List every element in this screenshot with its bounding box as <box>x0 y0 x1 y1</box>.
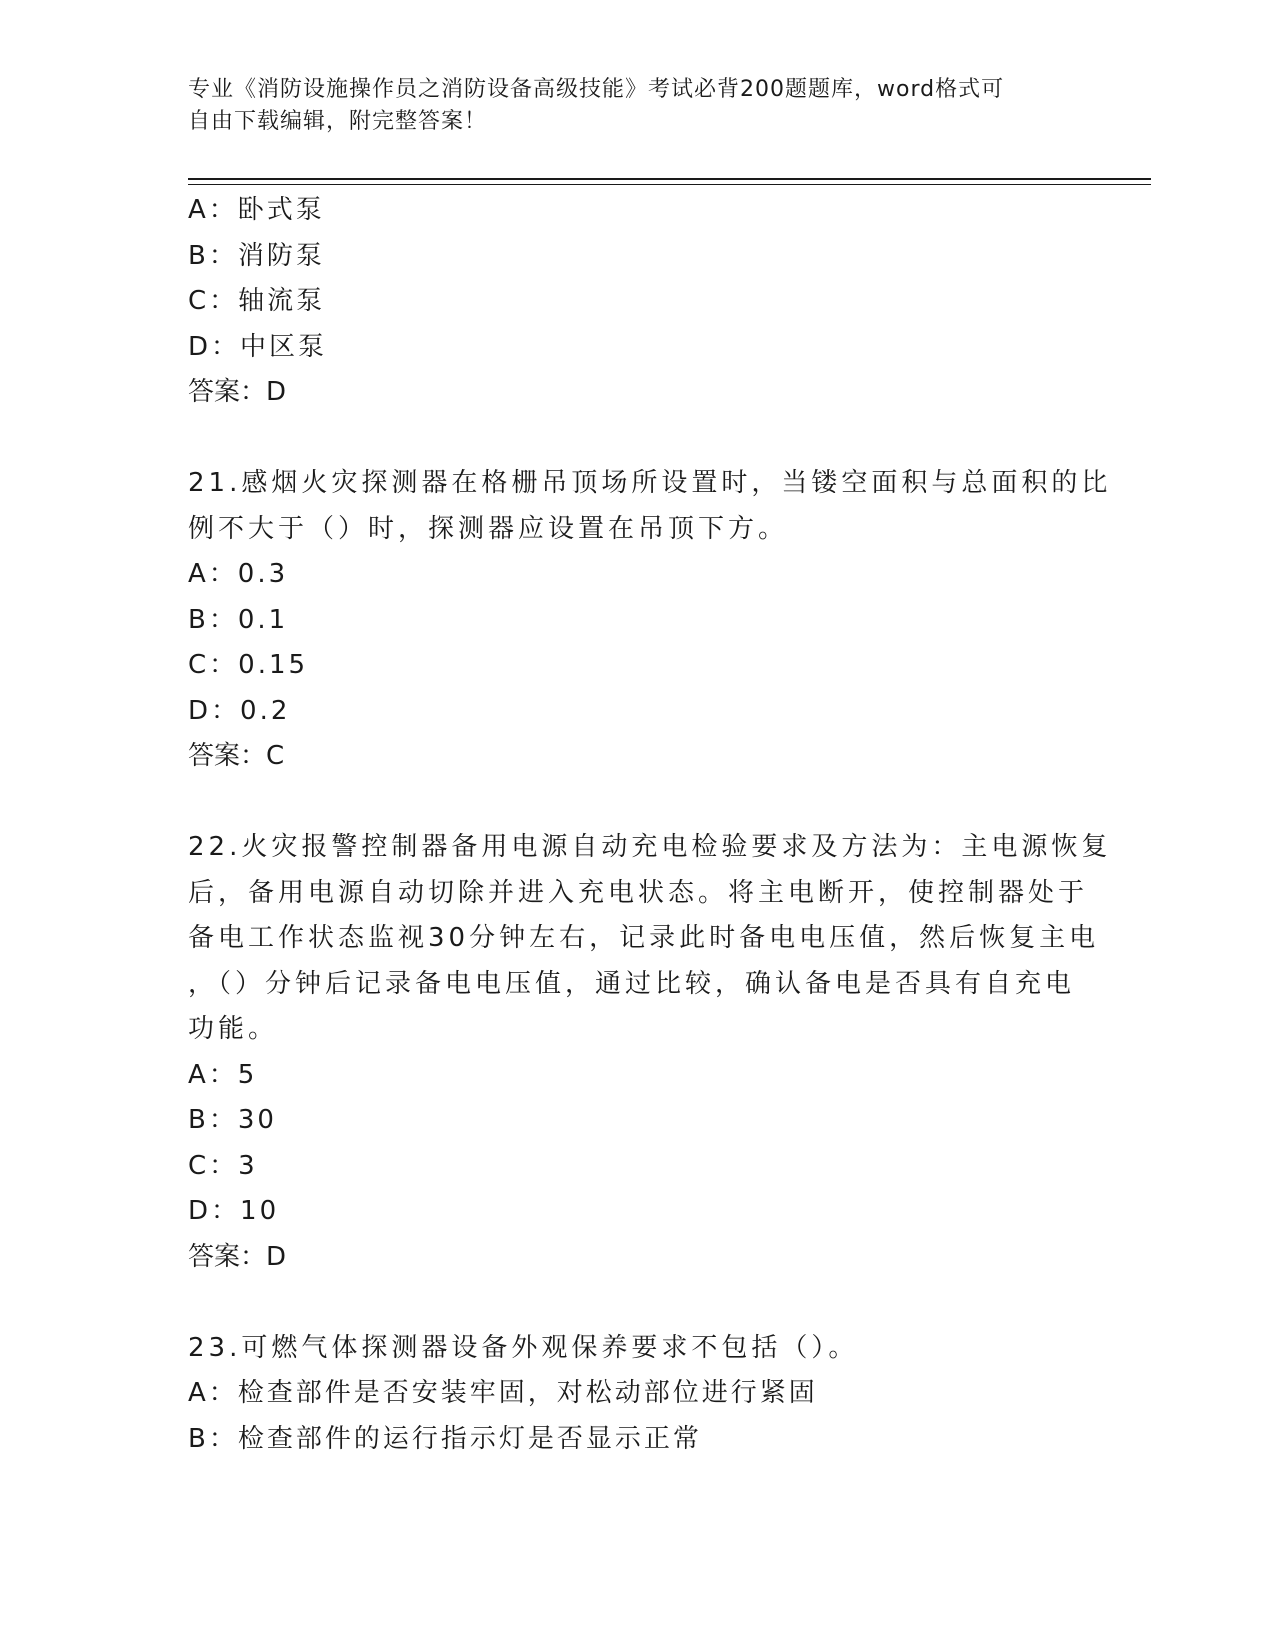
question-list <box>188 188 1112 1462</box>
option-c: C：3 <box>188 1150 258 1181</box>
header-rule-thick <box>188 178 1151 180</box>
question-stem-line: 功能。 <box>188 1014 279 1044</box>
option-a: A：5 <box>188 1059 258 1090</box>
question-stem <box>188 825 1112 1053</box>
option-a: A：0.3 <box>188 559 289 589</box>
question-stem-line: 例不大于（）时，探测器应设置在吊顶下方。 <box>188 513 789 544</box>
option-b: B：检查部件的运行指示灯是否显示正常 <box>188 1423 702 1454</box>
question-23-block <box>188 1326 1088 1463</box>
answer: 答案：D <box>188 1241 287 1272</box>
header-line-1: 专业《消防设施操作员之消防设备高级技能》考试必背200题题库，word格式可 <box>188 77 1005 102</box>
question-stem-line: 备电工作状态监视30分钟左右，记录此时备电电压值，然后恢复主电 <box>188 923 1100 953</box>
question-21-block <box>188 461 1112 780</box>
question-20-block <box>188 188 1088 416</box>
option-a: A：检查部件是否安装牢固，对松动部位进行紧固 <box>188 1378 818 1408</box>
header-line-2: 自由下载编辑，附完整答案！ <box>188 109 488 134</box>
spacer <box>188 780 1088 826</box>
answer: 答案：D <box>188 377 287 407</box>
option-c: C：0.15 <box>188 650 309 680</box>
option-d: D：0.2 <box>188 695 291 726</box>
option-b: B：30 <box>188 1105 277 1135</box>
option-c: C：轴流泵 <box>188 286 326 316</box>
question-stem-line: 23.可燃气体探测器设备外观保养要求不包括（）。 <box>188 1332 859 1363</box>
document-header <box>188 74 1088 138</box>
question-22-block <box>188 825 1112 1280</box>
question-stem-line: 21.感烟火灾探测器在格栅吊顶场所设置时，当镂空面积与总面积的比 <box>188 468 1112 498</box>
spacer <box>188 416 1088 462</box>
question-stem-line: ，（）分钟后记录备电电压值，通过比较，确认备电是否具有自充电 <box>188 968 1076 999</box>
answer: 答案：C <box>188 741 285 771</box>
question-stem-line: 后，备用电源自动切除并进入充电状态。将主电断开，使控制器处于 <box>188 877 1089 908</box>
option-b: B：消防泵 <box>188 240 325 271</box>
question-stem <box>188 461 1112 552</box>
option-d: D：中区泵 <box>188 331 328 362</box>
option-d: D：10 <box>188 1196 280 1226</box>
spacer <box>188 1280 1088 1326</box>
option-a: A：卧式泵 <box>188 195 325 225</box>
header-rule-thin <box>188 184 1151 185</box>
option-b: B：0.1 <box>188 604 289 635</box>
question-stem-line: 22.火灾报警控制器备用电源自动充电检验要求及方法为：主电源恢复 <box>188 832 1112 862</box>
question-stem <box>188 1326 1088 1372</box>
